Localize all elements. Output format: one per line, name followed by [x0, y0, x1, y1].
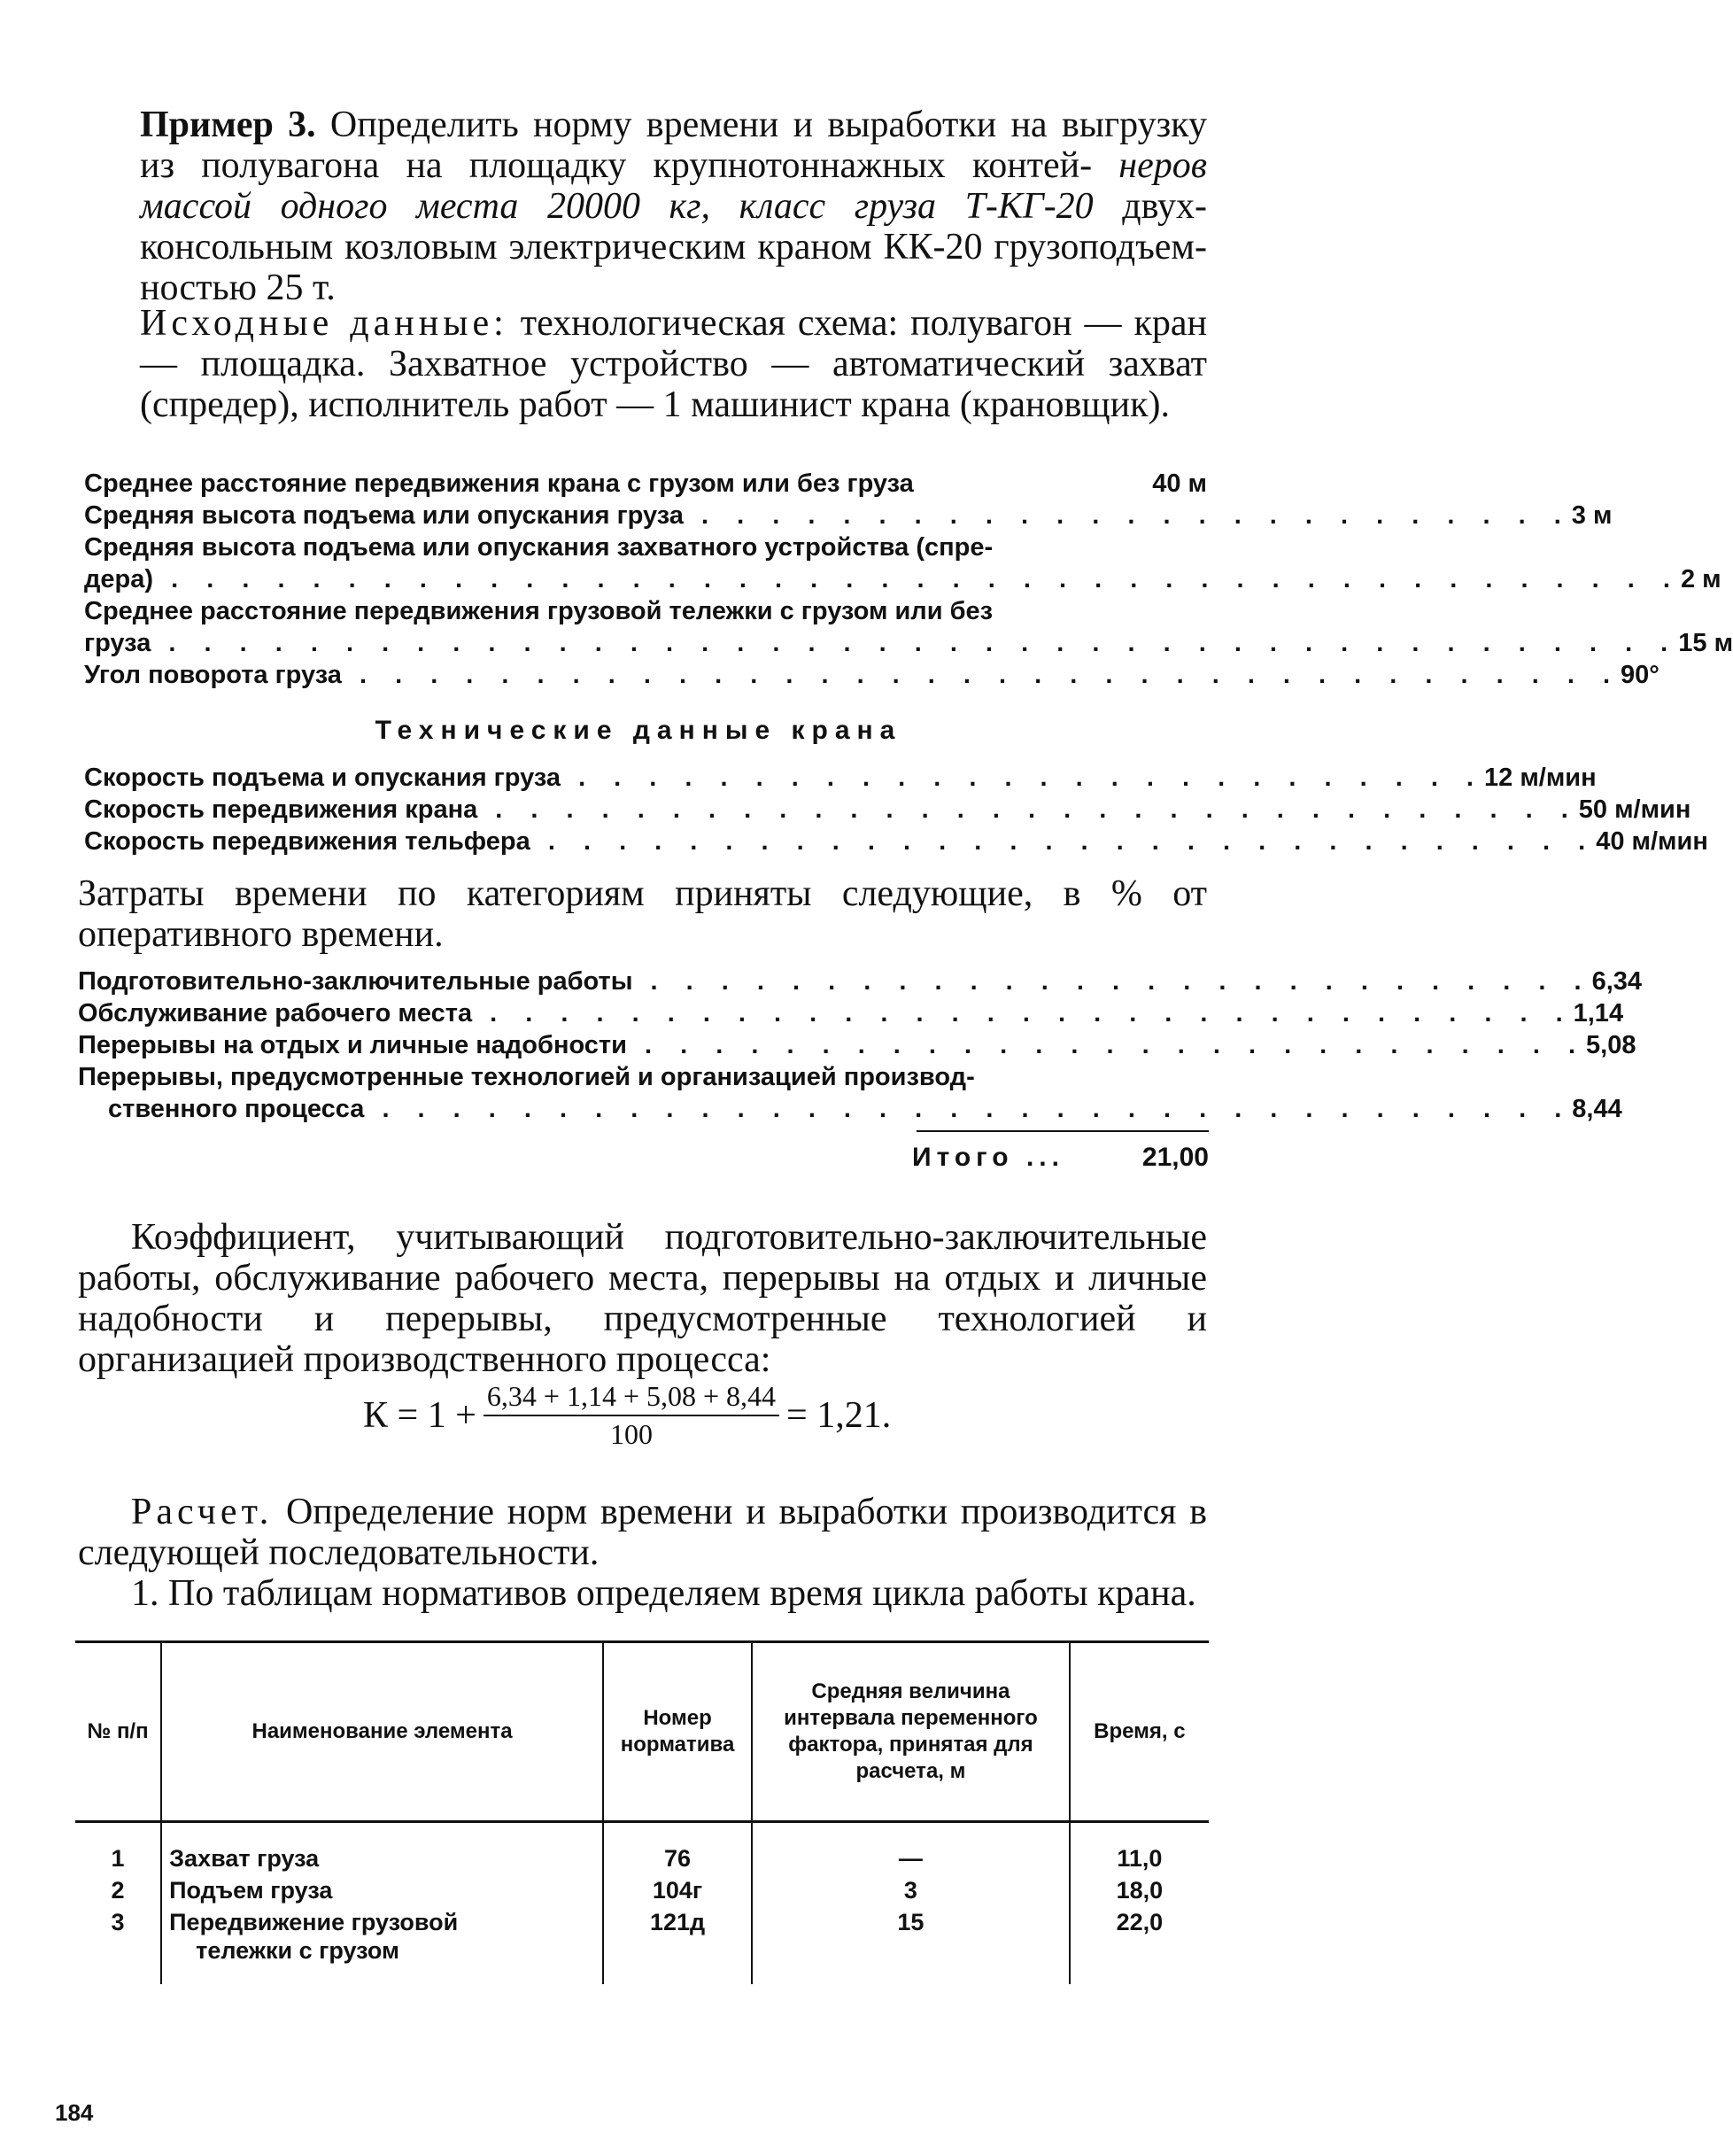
coefficient-text: Коэффициент, учитывающий подготовительно-заключительные работы, обслуживание рабочего места, перерывы на отдых и личные надобности и перерывы, предусмотренные технологией и организацией производственного процесса: — [78, 1217, 1207, 1380]
cycle-elements-table — [75, 1640, 1209, 1984]
header-time: Время, с — [1070, 1642, 1209, 1822]
cost-value: 5,08 — [1586, 1031, 1636, 1059]
param-value: 3 м — [1571, 501, 1613, 530]
cost-value: 8,44 — [1572, 1095, 1622, 1123]
cell-number: 2 — [111, 1877, 125, 1904]
source-lead: Исходные данные: — [140, 303, 508, 344]
calc-text: Определение норм времени и выработки производится в следующей последовательности. — [78, 1492, 1207, 1573]
param-label-cont: дера) — [84, 565, 154, 593]
param-label: Среднее расстояние передвижения грузовой тележки с грузом или без — [84, 597, 994, 625]
leader-dots: . . . . . . . . . . . . . . . . . . . . . . . . . . . — [632, 967, 1592, 996]
leader-dots: . . . . . . . . . . . . . . . . . . . . . . . . . . . . . . . . . . — [364, 1095, 1573, 1123]
cell-interval: — — [752, 1822, 1070, 1873]
crane-value: 12 м/мин — [1484, 764, 1597, 792]
cell-time: 18,0 — [1070, 1873, 1209, 1904]
param-row — [84, 531, 1207, 563]
formula-denominator: 100 — [609, 1418, 653, 1450]
table-row — [75, 1822, 1209, 1873]
cost-value: 1,14 — [1573, 999, 1624, 1028]
cell-interval: 15 — [752, 1904, 1070, 1965]
leader-dots: . . . . . . . . . . . . . . . . . . . . . . . . . . — [561, 764, 1484, 792]
cell-norm-number: 121д — [603, 1904, 752, 1965]
header-number: № п/п — [75, 1642, 161, 1822]
header-norm-number: Номер норматива — [603, 1642, 752, 1822]
cell-norm-number: 76 — [603, 1822, 752, 1873]
cell-element-name: Захват груза — [161, 1822, 603, 1873]
param-row — [84, 595, 1207, 627]
coefficient-paragraph — [78, 1217, 1207, 1380]
leader-dots: . . . . . . . . . . . . . . . . . . . . . . . . . . . . . . . . . . . . — [341, 661, 1621, 689]
formula-fraction — [484, 1380, 779, 1451]
formula-right: = 1,21. — [786, 1395, 892, 1436]
cell-element-name — [161, 1904, 603, 1965]
param-row-cont — [84, 563, 1721, 595]
sum-divider — [917, 1130, 1209, 1132]
param-label: Средняя высота подъема или опускания груза — [84, 501, 684, 530]
total-value: 21,00 — [1141, 1143, 1209, 1172]
header-element-name: Наименование элемента — [161, 1642, 603, 1822]
cost-label-cont: ственного процесса — [108, 1095, 365, 1123]
crane-row — [84, 794, 1691, 826]
coefficient-formula — [363, 1380, 891, 1451]
costs-intro: Затраты времени по категориям приняты следующие, в % от оперативного времени. — [78, 873, 1207, 955]
cost-row-cont — [78, 1093, 1622, 1125]
leader-dots: . . . . . . . . . . . . . . . . . . . . . . . . . . . . . . . — [477, 795, 1579, 824]
table-header-row — [75, 1642, 1209, 1822]
calc-paragraph — [78, 1492, 1207, 1573]
cost-label: Обслуживание рабочего места — [78, 999, 473, 1028]
crane-label: Скорость передвижения тельфера — [84, 827, 530, 856]
crane-row — [84, 762, 1597, 794]
header-interval: Средняя величина интервала переменного фактора, принятая для расчета, м — [752, 1642, 1070, 1822]
crane-value: 50 м/мин — [1578, 795, 1691, 824]
source-text: технологическая схема: полувагон — кран — площадка. Захватное устройство — автоматический захват (спредер), исполнитель работ — 1 машинист крана (крановщик). — [140, 303, 1207, 425]
element-name-line1: Передвижение грузовой — [169, 1909, 459, 1935]
param-value: 15 м — [1678, 629, 1733, 657]
cost-row — [78, 1061, 1207, 1093]
cell-number: 1 — [111, 1845, 125, 1872]
param-row — [84, 468, 1207, 500]
param-label-cont: груза — [84, 629, 151, 657]
param-value: 90° — [1621, 661, 1660, 689]
crane-row — [84, 826, 1708, 857]
leader-dots: . . . . . . . . . . . . . . . . . . . . . . . . . . . . . . . — [472, 999, 1574, 1028]
formula-numerator: 6,34 + 1,14 + 5,08 + 8,44 — [484, 1380, 779, 1416]
param-label: Средняя высота подъема или опускания захватного устройства (спре- — [84, 533, 994, 562]
table-filler-row — [75, 1965, 1209, 1984]
cost-label: Перерывы на отдых и личные надобности — [78, 1031, 627, 1059]
cell-element-name: Подъем груза — [161, 1873, 603, 1904]
leader-dots: . . . . . . . . . . . . . . . . . . . . . . . . . . . . . . — [530, 827, 1597, 856]
cost-label: Перерывы, предусмотренные технологией и организацией производ- — [78, 1063, 975, 1091]
crane-label: Скорость передвижения крана — [84, 795, 478, 824]
crane-value: 40 м/мин — [1596, 827, 1708, 856]
element-name-line2: тележки с грузом — [196, 1937, 400, 1964]
table-row — [75, 1904, 1209, 1965]
page-number: 184 — [55, 2099, 94, 2126]
cell-norm-number: 104г — [603, 1873, 752, 1904]
total-row — [912, 1143, 1209, 1173]
example-text-a: Определить норму времени и выработки на выгрузку из полувагона на площадку крупнотоннажных контей- — [140, 105, 1207, 186]
total-label: Итого ... — [912, 1143, 1064, 1172]
example-lead: Пример 3. — [140, 105, 316, 145]
calc-lead: Расчет. — [131, 1492, 274, 1532]
cost-value: 6,34 — [1591, 967, 1643, 996]
step1-paragraph — [78, 1573, 1207, 1614]
example-text-b: неров массой одного места 20000 кг, класс груза Т-КГ-20 — [140, 145, 1208, 227]
crane-label: Скорость подъема и опускания груза — [84, 764, 561, 792]
leader-dots: . . . . . . . . . . . . . . . . . . . . . . . . . . . . . . . . . . . . . . . . . . . — [151, 629, 1679, 657]
param-label: Среднее расстояние передвижения крана с грузом или без груза — [84, 469, 914, 498]
example-paragraph — [140, 105, 1207, 308]
param-row — [84, 500, 1613, 531]
cell-interval: 3 — [752, 1873, 1070, 1904]
param-label: Угол поворота груза — [84, 661, 342, 689]
formula-left: К = 1 + — [363, 1395, 476, 1436]
example-text-c: двух-консольным козловым электрическим краном КК-20 грузоподъем-ностью 25 т. — [140, 186, 1207, 308]
param-row-cont — [84, 627, 1733, 659]
cell-time: 22,0 — [1070, 1904, 1209, 1965]
cost-row — [78, 997, 1624, 1029]
crane-section-title: Технические данные крана — [375, 716, 902, 745]
leader-dots: . . . . . . . . . . . . . . . . . . . . . . . . . — [683, 501, 1572, 530]
cost-row — [78, 966, 1643, 997]
leader-dots: . . . . . . . . . . . . . . . . . . . . . . . . . . . . . . . . . . . . . . . . . . . — [153, 565, 1681, 593]
leader-dots: . . . . . . . . . . . . . . . . . . . . . . . . . . . — [626, 1031, 1587, 1059]
param-row — [84, 659, 1660, 691]
table-row — [75, 1873, 1209, 1904]
cost-row — [78, 1029, 1636, 1061]
source-data-paragraph — [140, 303, 1207, 425]
cost-label: Подготовительно-заключительные работы — [78, 967, 633, 996]
cell-time: 11,0 — [1070, 1822, 1209, 1873]
step1-text: 1. По таблицам нормативов определяем время цикла работы крана. — [131, 1573, 1196, 1614]
param-value: 40 м — [1152, 469, 1207, 498]
cell-number: 3 — [111, 1909, 125, 1935]
param-value: 2 м — [1680, 565, 1721, 593]
